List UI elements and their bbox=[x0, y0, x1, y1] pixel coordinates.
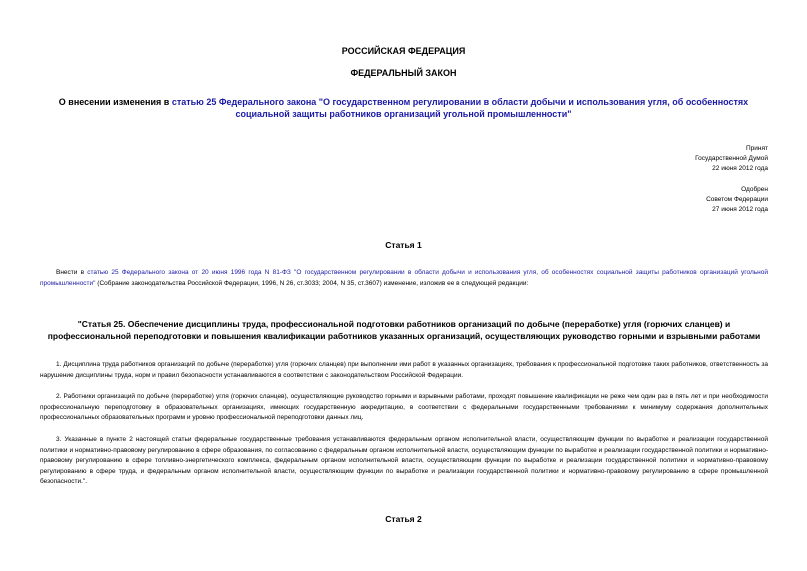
country-heading: РОССИЙСКАЯ ФЕДЕРАЦИЯ bbox=[341, 46, 466, 56]
article-25-paragraph-3: 3. Указанные в пункте 2 настоящей статьи федеральные государственные требования устанавливаются федеральным органом исполнительной власти, осуществляющим функции по выработке и реализации государственной политики и нормативно-правовому регулированию в сфере образования, по согласованию с федеральным органом исполнительной власти, осуществляющим функции по выработке и реализации государственной политики и нормативно-правовому регулированию в сфере топливно-энергетического комплекса, федеральным органом исполнительной власти, осуществляющим функции по выработке и реализации государственной политики и нормативно-правовому регулированию в сфере труда, и федеральным органом исполнительной власти, осуществляющим функции по выработке и реализации государственной политики и нормативно-правовому регулированию в сфере промышленной безопасности.". bbox=[40, 436, 768, 485]
article-1-intro bbox=[40, 268, 768, 289]
article-25-heading: "Статья 25. Обеспечение дисциплины труда, профессиональной подготовки работников организаций по добыче (переработке) угля (горючих сланцев) и профессиональной переподготовки и повышения квалификации работников указанных организаций, осуществляющих руководство горными и взрывными работами bbox=[47, 319, 761, 341]
intro-suffix: (Собрание законодательства Российской Федерации, 1996, N 26, ст.3033; 2004, N 35, ст.3607) изменение, изложив ее в следующей редакции: bbox=[95, 279, 529, 287]
law-title-link[interactable]: статью 25 Федерального закона "О государственном регулировании в области добычи и использования угля, об особенностях социальной защиты работников организаций угольной промышленности" bbox=[171, 97, 749, 119]
law-title-prefix: О внесении изменения в bbox=[58, 97, 172, 107]
accepted-block bbox=[695, 144, 768, 174]
approved-block bbox=[706, 185, 768, 215]
approved-line-1: Одобрен bbox=[741, 186, 768, 193]
accepted-line-2: Государственной Думой bbox=[695, 155, 768, 162]
article-25-paragraph-2: 2. Работники организаций по добыче (переработке) угля (горючих сланцев), осуществляющие руководство горными и взрывными работами, проходят повышение квалификации не реже чем один раз в пять лет и при необходимости профессиональную переподготовку в образовательных организациях, имеющих государственную аккредитацию, в соответствии с федеральными государственными требованиями к минимуму содержания дополнительных профессиональных образовательных программ и уровню профессиональной переподготовки данных лиц. bbox=[40, 393, 768, 421]
approved-line-3: 27 июня 2012 года bbox=[712, 206, 768, 213]
accepted-line-3: 22 июня 2012 года bbox=[712, 165, 768, 172]
approved-line-2: Советом Федерации bbox=[706, 196, 768, 203]
law-type-heading: ФЕДЕРАЛЬНЫЙ ЗАКОН bbox=[350, 68, 457, 78]
article-1-heading: Статья 1 bbox=[385, 240, 422, 250]
accepted-line-1: Принят bbox=[745, 145, 768, 152]
intro-link[interactable]: статью 25 Федерального закона от 20 июня 1996 года N 81-ФЗ "О государственном регулировании в области добычи и использования угля, об особенностях социальной защиты работников организаций угольной промышленности" bbox=[40, 269, 768, 287]
intro-prefix: Внести в bbox=[56, 269, 88, 276]
article-25-paragraph-1: 1. Дисциплина труда работников организаций по добыче (переработке) угля (горючих сланцев) при выполнении ими работ в указанных организациях, требования к профессиональной подготовке таких работников, ответственность за нарушение дисциплины труда, норм и правил безопасности устанавливаются в соответствии с законодательством Российской Федерации. bbox=[40, 361, 768, 379]
law-title bbox=[40, 96, 767, 120]
article-2-heading: Статья 2 bbox=[385, 514, 422, 524]
